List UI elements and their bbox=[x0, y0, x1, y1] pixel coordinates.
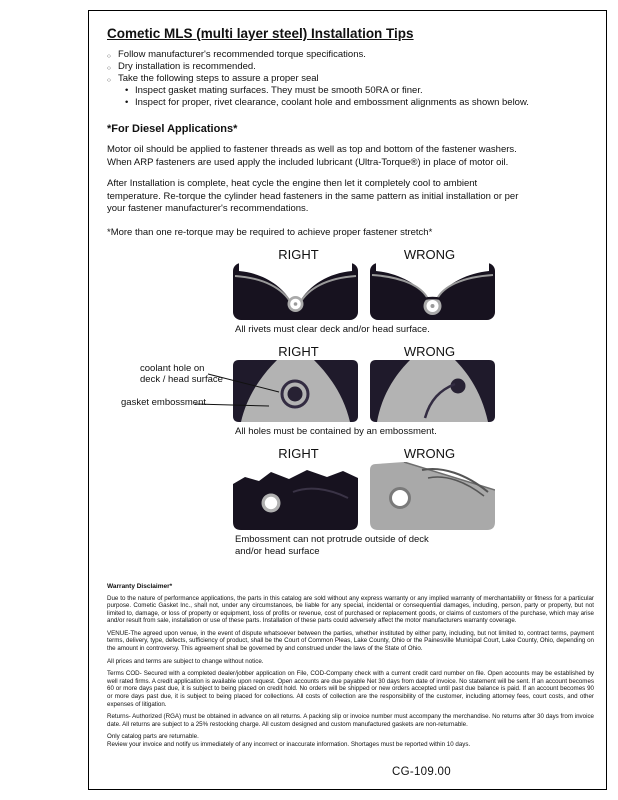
diesel-applications-heading: *For Diesel Applications* bbox=[107, 123, 238, 135]
heat-cycle-paragraph: After Installation is complete, heat cycle the engine then let it completely cool to ambient temperature. Re-torque the cylinder head fasteners in the same pattern as initial installation or per your fastener manufacturer's recommendations. bbox=[107, 178, 519, 214]
warranty-disclaimer bbox=[107, 583, 594, 749]
list-item: ○ Take the following steps to assure a proper seal bbox=[107, 73, 592, 85]
coolant-hole-label-line2: deck / head surface bbox=[140, 373, 223, 385]
coolant-hole-wrong-diagram bbox=[370, 360, 495, 422]
diagram-caption: Embossment can not protrude outside of deck and/or head surface bbox=[235, 533, 429, 557]
prices-paragraph: All prices and terms are subject to change without notice. bbox=[107, 657, 264, 665]
diagram-row-embossment bbox=[233, 446, 495, 558]
warranty-disclaimer-heading: Warranty Disclaimer* bbox=[107, 582, 173, 590]
diagram-images bbox=[233, 462, 495, 530]
disclaimer-paragraph: Due to the nature of performance applications, the parts in this catalog are sold without any express warranty or any implied warranty of merchantability or fitness for a particular purpose. Cometic Gasket Inc., shall not, under any circumstances, be liable for any special, incidental or consequential damages, including, person, party or property, but not limited to, damage, or loss of property or equipment, loss of profits or revenue, cost of purchased or replacement goods, or claims of customers of the purchase, which may arise and/or result from sale, installation or use of these parts. Installation of these parts could adversely affect the motor manufacturers warranty coverage. bbox=[107, 594, 594, 625]
list-item: ○ Dry installation is recommended. bbox=[107, 61, 592, 73]
list-item: ○ Follow manufacturer's recommended torque specifications. bbox=[107, 49, 592, 61]
venue-paragraph: VENUE-The agreed upon venue, in the event of dispute whatsoever between the parties, whether instituted by either party, including, but not limited to, contract terms, payment terms, delivery, type, defects, sufficiency of product, shall be the Court of Common Pleas, Lake County, Ohio or the Painesville Municipal Court, Lake County, Ohio, depending on the amount in controversy. This agreement shall be governed by and construed under the laws of the State of Ohio. bbox=[107, 629, 594, 653]
page-title: Cometic MLS (multi layer steel) Installation Tips bbox=[107, 26, 414, 41]
embossment-right-diagram bbox=[233, 462, 358, 530]
diagram-caption: All holes must be contained by an embossment. bbox=[235, 425, 437, 437]
list-item: • Inspect gasket mating surfaces. They must be smooth 50RA or finer. bbox=[124, 85, 592, 97]
coolant-hole-label-line1: coolant hole on bbox=[140, 362, 205, 374]
motor-oil-paragraph: Motor oil should be applied to fastener threads as well as top and bottom of the fastener washers. When ARP fasteners are used apply the included lubricant (Ultra-Torque®) in place of motor oil. bbox=[107, 144, 517, 168]
right-label: RIGHT bbox=[278, 246, 319, 262]
diagram-labels bbox=[233, 247, 495, 262]
retorque-note: *More than one re-torque may be required to achieve proper fastener stretch* bbox=[107, 226, 433, 238]
embossment-wrong-diagram bbox=[370, 462, 495, 530]
diagram-labels bbox=[233, 446, 495, 461]
diagram-row-holes bbox=[121, 343, 495, 437]
right-label: RIGHT bbox=[278, 445, 319, 461]
document-content bbox=[89, 11, 606, 749]
installation-tips-list bbox=[107, 49, 592, 109]
diagram-images bbox=[233, 263, 495, 320]
document-code: CG-109.00 bbox=[392, 766, 451, 778]
wrong-label: WRONG bbox=[403, 343, 456, 359]
review-invoice-line: Review your invoice and notify us immediately of any incorrect or inaccurate information. Shortages must be reported within 10 days. bbox=[107, 741, 471, 748]
list-item: • Inspect for proper, rivet clearance, coolant hole and embossment alignments as shown below. bbox=[124, 97, 592, 109]
terms-cod-paragraph: Terms COD- Secured with a completed dealer/jobber application on File, COD-Company check with a current credit card number on file. Open accounts may be established by well rated firms. A credit application is available upon request. Open accounts are due payable Net 30 days from date of invoice. No statement will be sent. If an account becomes 60 or more days past due, it is subject to being placed on credit hold. No orders will be shipped or new orders accepted until past due balance is paid. If an account becomes 90 or more days past due, it is subject to being placed for collections. All costs of collection are the responsibility of the customer, including attorney fees, court costs, and other expenses of litigation. bbox=[107, 670, 594, 708]
document-page bbox=[88, 10, 607, 790]
gasket-embossment-label: gasket embossment bbox=[121, 396, 207, 408]
diagram-row-rivets bbox=[233, 247, 495, 335]
right-label: RIGHT bbox=[278, 343, 319, 359]
rivet-wrong-diagram bbox=[370, 263, 495, 320]
wrong-label: WRONG bbox=[403, 246, 456, 262]
returns-paragraph: Returns- Authorized (RGA) must be obtained in advance on all returns. A packing slip or invoice number must accompany the merchandise. No returns after 30 days from invoice date. All returns are subject to a 25% restocking charge. All custom designed and custom manufactured gaskets are non-returnable. bbox=[107, 713, 594, 728]
label-pointer-lines bbox=[193, 356, 313, 418]
diagram-caption: All rivets must clear deck and/or head surface. bbox=[235, 323, 430, 335]
rivet-right-diagram bbox=[233, 263, 358, 320]
catalog-parts-line: Only catalog parts are returnable. bbox=[107, 733, 199, 741]
wrong-label: WRONG bbox=[403, 445, 456, 461]
